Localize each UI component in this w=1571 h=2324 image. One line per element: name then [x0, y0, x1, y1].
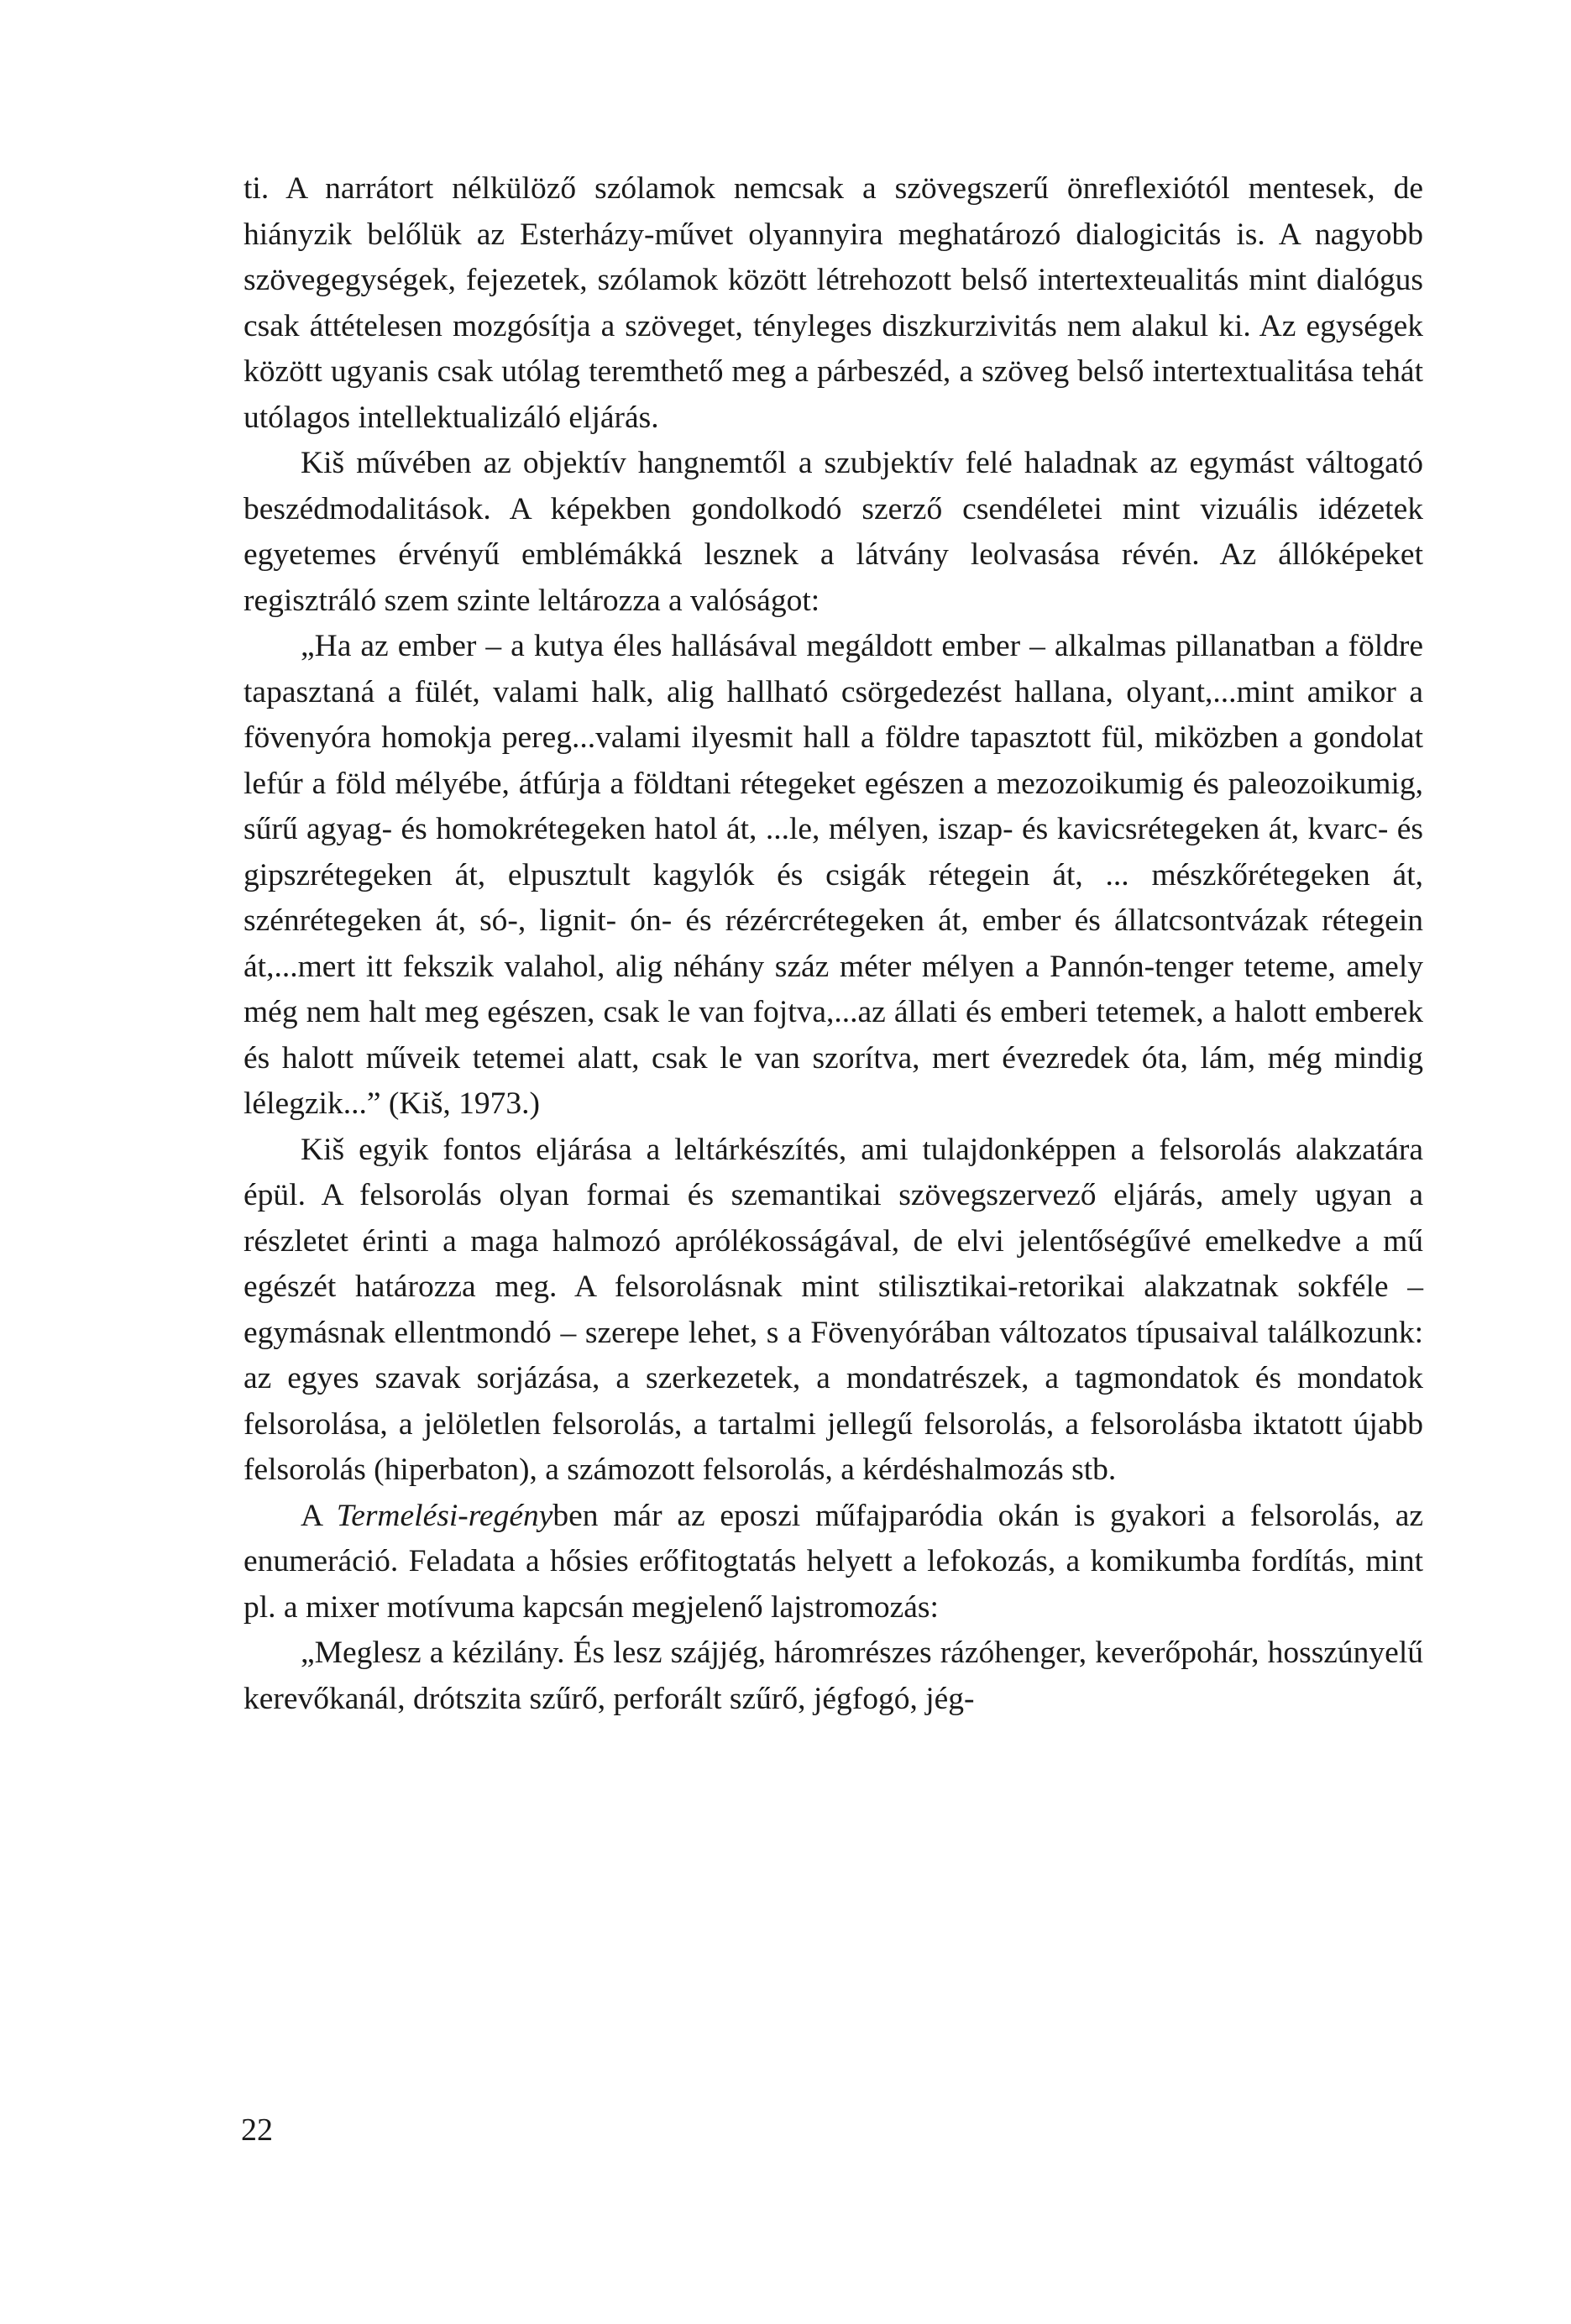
- paragraph-4: Kiš egyik fontos eljárása a leltárkészítés, ami tulajdonképpen a felsorolás alakzatára épül. A felsorolás olyan formai és szemantikai szövegszervező eljárás, amely ugyan a részletet érinti a maga halmozó aprólékosságával, de elvi jelentőségűvé emelkedve a mű egészét határozza meg. A felsorolásnak mint stilisztikai-retorikai alakzatnak sokféle – egymásnak ellentmondó – szerepe lehet, s a Fövenyórában változatos típusaival találkozunk: az egyes szavak sorjázása, a szerkezetek, a mondatrészek, a tagmondatok és mondatok felsorolása, a jelöletlen felsorolás, a tartalmi jellegű felsorolás, a felsorolásba iktatott újabb felsorolás (hiperbaton), a számozott felsorolás, a kérdéshalmozás stb.: [244, 1132, 1423, 1487]
- page-body: [244, 166, 1423, 1722]
- paragraph-1: ti. A narrátort nélkülöző szólamok nemcsak a szövegszerű önreflexiótól mentesek, de hiányzik belőlük az Esterházy-művet olyannyira meghatározó dialogicitás is. A nagyobb szövegegységek, fejezetek, szólamok között létrehozott belső intertexteualitás mint dialógus csak áttételesen mozgósítja a szöveget, tényleges diszkurzivitás nem alakul ki. Az egységek között ugyanis csak utólag teremthető meg a párbeszéd, a szöveg belső intertextualitása tehát utólagos intellektualizáló eljárás.: [244, 171, 1423, 435]
- paragraph-5-after: ben már az eposzi műfajparódia okán is gyakori a felsorolás, az enumeráció. Feladata a hősies erőfitogtatás helyett a lefokozás, a komikumba fordítás, mint pl. a mixer motívuma kapcsán megjelenő lajstromozás:: [244, 1498, 1423, 1625]
- paragraph-5: [244, 1494, 1423, 1631]
- quote-paragraph-3: „Ha az ember – a kutya éles hallásával megáldott ember – alkalmas pillanatban a földre tapasztaná a fülét, valami halk, alig hallható csörgedezést hallana, olyant,...mint amikor a fövenyóra homokja pereg...valami ilyesmit hall a földre tapasztott fül, miközben a gondolat lefúr a föld mélyébe, átfúrja a földtani rétegeket egészen a mezozoikumig és paleozoikumig, sűrű agyag- és homokrétegeken hatol át, ...le, mélyen, iszap- és kavicsrétegeken át, kvarc- és gipszrétegeken át, elpusztult kagylók és csigák rétegein át, ... mészkőrétegeken át, szénrétegeken át, só-, lignit- ón- és rézércrétegeken át, ember és állatcsontvázak rétegein át,...mert itt fekszik valahol, alig néhány száz méter mélyen a Pannón-tenger teteme, amely még nem halt meg egészen, csak le van fojtva,...az állati és emberi tetemek, a halott emberek és halott műveik tetemei alatt, csak le van szorítva, mert évezredek óta, lám, még mindig lélegzik...” (Kiš, 1973.): [244, 629, 1423, 1121]
- paragraph-5-italic-title: Termelési-regény: [336, 1498, 553, 1533]
- quote-paragraph-6: „Meglesz a kézilány. És lesz szájjég, háromrészes rázóhenger, keverőpohár, hosszúnyelű kerevőkanál, drótszita szűrő, perforált szűrő, jégfogó, jég-: [244, 1636, 1423, 1716]
- page-number: 22: [241, 2112, 273, 2148]
- paragraph-2: Kiš művében az objektív hangnemtől a szubjektív felé haladnak az egymást váltogató beszédmodalitások. A képekben gondolkodó szerző csendéletei mint vizuális idézetek egyetemes érvényű emblémákká lesznek a látvány leolvasása révén. Az állóképeket regisztráló szem szinte leltározza a valóságot:: [244, 446, 1423, 618]
- paragraph-5-before: A: [301, 1498, 337, 1533]
